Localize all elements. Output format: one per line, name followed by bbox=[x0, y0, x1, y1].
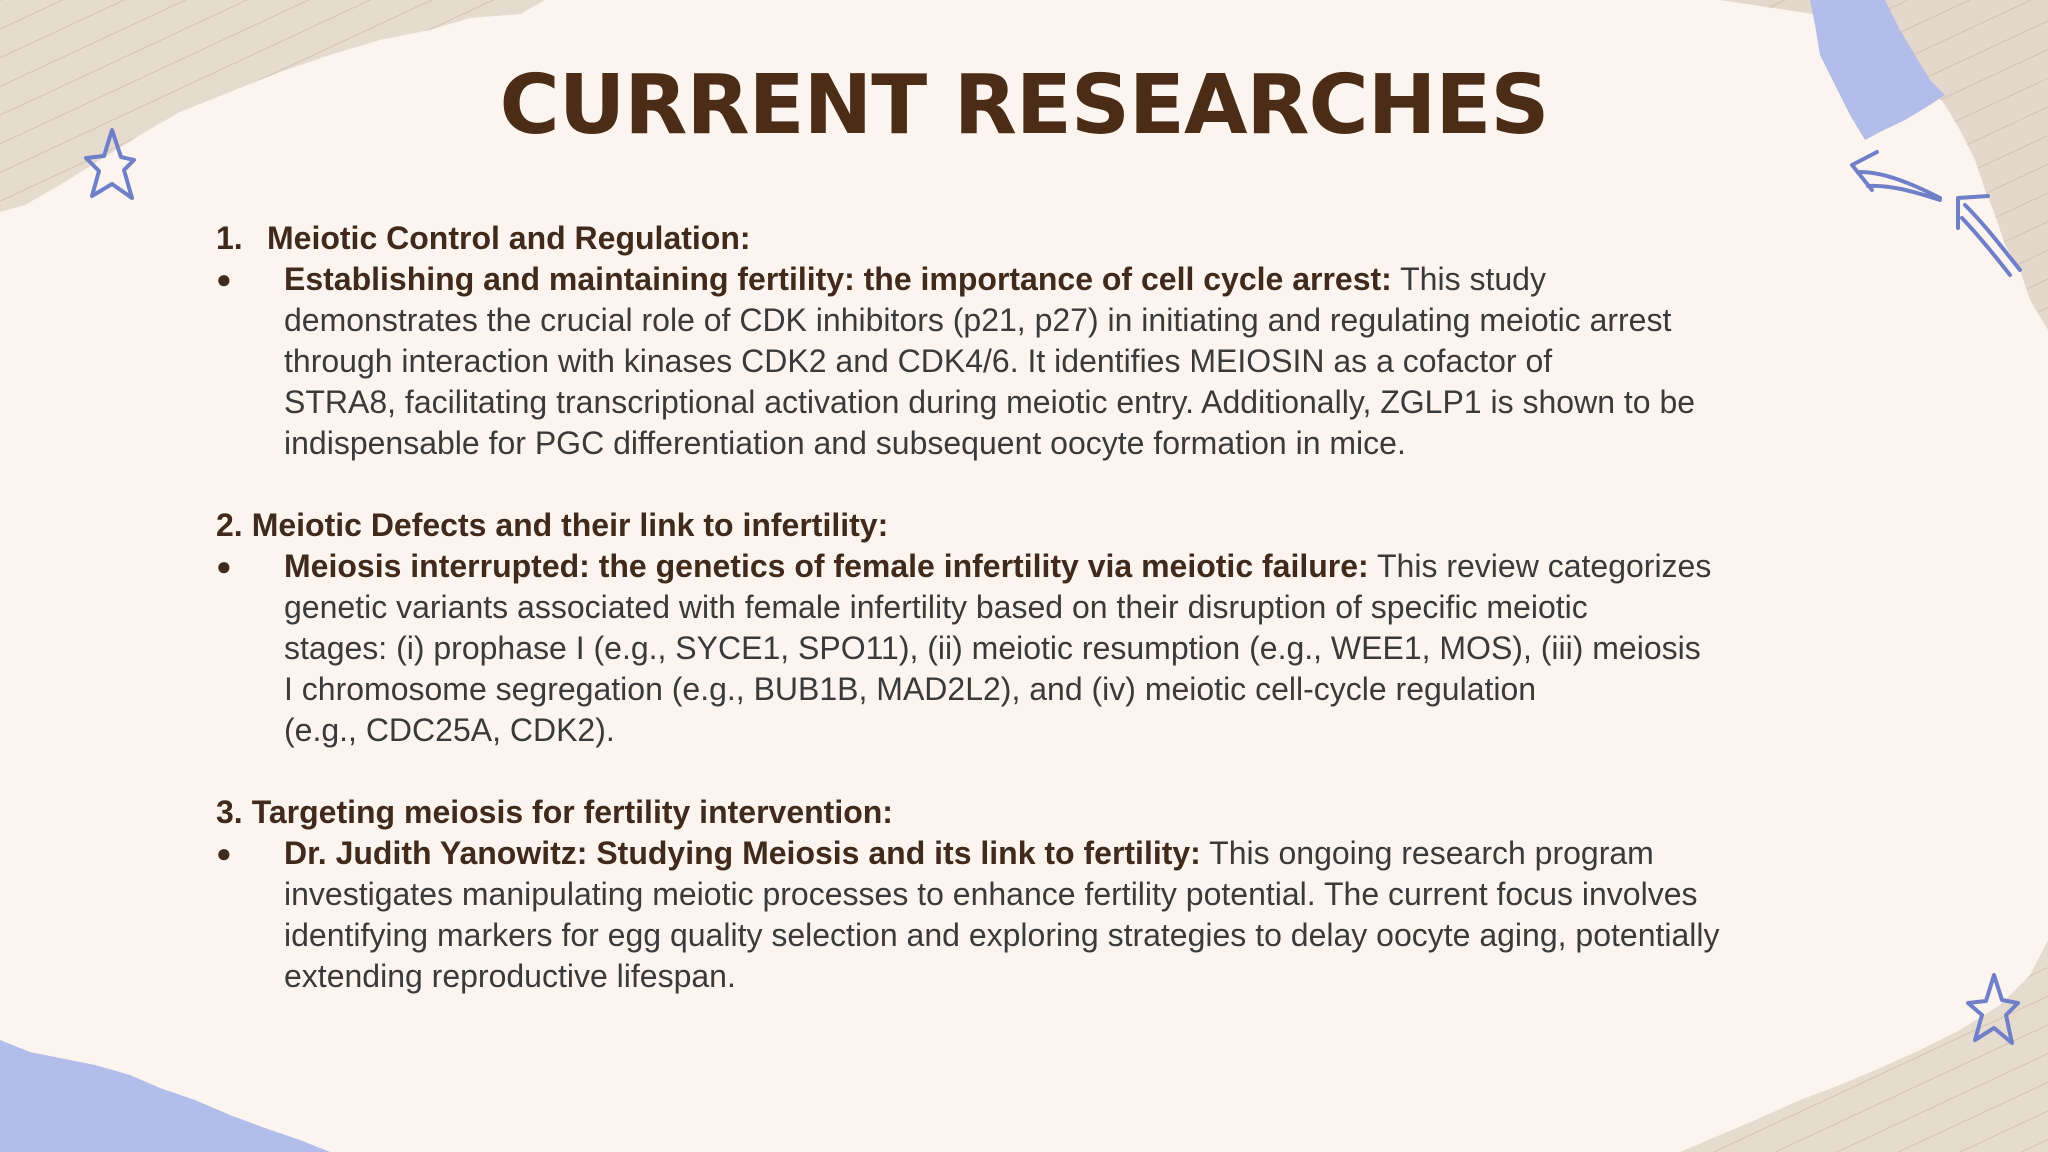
bullet-item bbox=[216, 259, 1816, 464]
section-number: 2. bbox=[216, 507, 243, 543]
bullet-text-line: genetic variants associated with female infertility based on their disruption of specific meiotic bbox=[284, 589, 1588, 625]
bullet-title: Meiosis interrupted: the genetics of female infertility via meiotic failure: bbox=[284, 548, 1369, 584]
bullet-text-line: (e.g., CDC25A, CDK2). bbox=[284, 712, 615, 748]
bullet-text-line: demonstrates the crucial role of CDK inhibitors (p21, p27) in initiating and regulating meiotic arrest bbox=[284, 302, 1672, 338]
section-heading bbox=[216, 505, 1816, 546]
bullet-text-line: stages: (i) prophase I (e.g., SYCE1, SPO11), (ii) meiotic resumption (e.g., WEE1, MOS), (iii) meiosis bbox=[284, 630, 1701, 666]
section-heading bbox=[216, 218, 1816, 259]
bullet-text-line: I chromosome segregation (e.g., BUB1B, MAD2L2), and (iv) meiotic cell-cycle regulation bbox=[284, 671, 1537, 707]
bullet-text-line: investigates manipulating meiotic processes to enhance fertility potential. The current focus involves bbox=[284, 876, 1698, 912]
research-section bbox=[216, 218, 1816, 464]
section-number: 1. bbox=[216, 220, 243, 256]
research-section bbox=[216, 505, 1816, 751]
bullet-text-line: through interaction with kinases CDK2 and CDK4/6. It identifies MEIOSIN as a cofactor of bbox=[284, 343, 1553, 379]
research-content bbox=[216, 218, 1816, 1038]
bullet-text-line: This ongoing research program bbox=[1200, 835, 1654, 871]
arrow-doodle-icon bbox=[1852, 152, 1940, 200]
bullet-text-line: indispensable for PGC differentiation and subsequent oocyte formation in mice. bbox=[284, 425, 1406, 461]
bullet-text-line: This study bbox=[1391, 261, 1546, 297]
bullet-dot-icon: ● bbox=[216, 838, 232, 868]
section-heading-text: Targeting meiosis for fertility intervention: bbox=[251, 794, 893, 830]
bullet-item bbox=[216, 833, 1816, 997]
section-heading-text: Meiotic Defects and their link to infertility: bbox=[251, 507, 889, 543]
section-heading bbox=[216, 792, 1816, 833]
bullet-text-line: This review categorizes bbox=[1368, 548, 1712, 584]
bullet-title: Dr. Judith Yanowitz: Studying Meiosis and its link to fertility: bbox=[284, 835, 1201, 871]
bullet-text-line: extending reproductive lifespan. bbox=[284, 958, 736, 994]
page-title: CURRENT RESEARCHES bbox=[499, 58, 1549, 153]
bullet-item bbox=[216, 546, 1816, 751]
section-number: 3. bbox=[216, 794, 243, 830]
bullet-dot-icon: ● bbox=[216, 551, 232, 581]
bullet-text-line: identifying markers for egg quality selection and exploring strategies to delay oocyte aging, potentially bbox=[284, 917, 1720, 953]
section-heading-text: Meiotic Control and Regulation: bbox=[267, 220, 751, 256]
bullet-text-line: STRA8, facilitating transcriptional activation during meiotic entry. Additionally, ZGLP1 is shown to be bbox=[284, 384, 1696, 420]
bullet-title: Establishing and maintaining fertility: the importance of cell cycle arrest: bbox=[284, 261, 1392, 297]
research-section bbox=[216, 792, 1816, 997]
bullet-dot-icon: ● bbox=[216, 264, 232, 294]
torn-paper-bottom-left bbox=[0, 1040, 330, 1152]
